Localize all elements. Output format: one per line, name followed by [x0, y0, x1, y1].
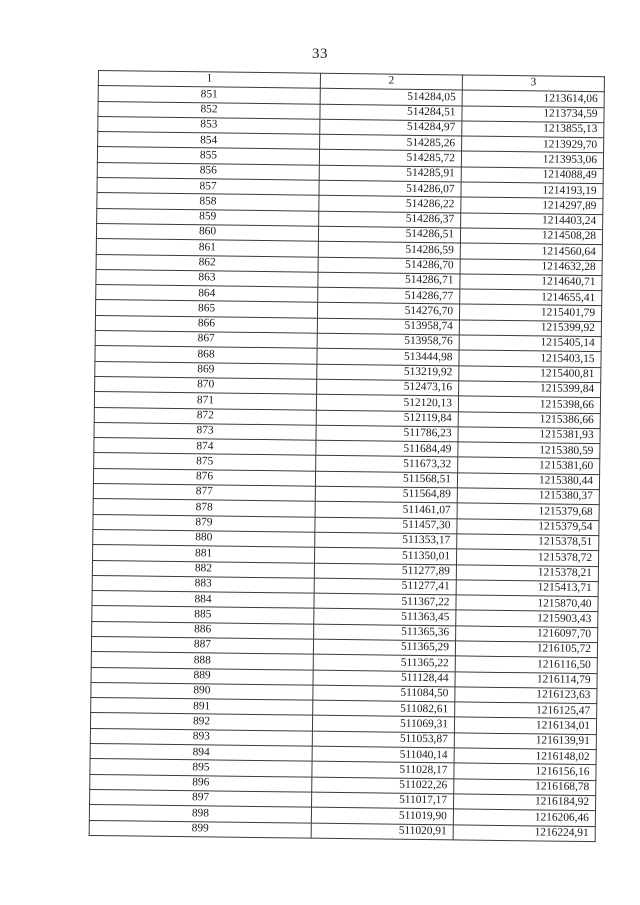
point-number-cell: 861 — [96, 239, 318, 257]
x-coordinate-cell: 514276,70 — [317, 303, 459, 320]
y-coordinate-cell: 1215405,14 — [459, 335, 601, 352]
x-coordinate-cell: 512473,16 — [317, 379, 459, 396]
point-number-cell: 883 — [92, 575, 314, 593]
y-coordinate-cell: 1214088,49 — [461, 167, 603, 184]
y-coordinate-cell: 1213953,06 — [461, 151, 603, 168]
y-coordinate-cell: 1215386,66 — [458, 411, 600, 428]
x-coordinate-cell: 511277,41 — [314, 578, 456, 595]
coordinates-table — [89, 70, 605, 842]
x-coordinate-cell: 514285,91 — [319, 165, 461, 182]
x-coordinate-cell: 511673,32 — [316, 456, 458, 473]
x-coordinate-cell: 514284,51 — [320, 104, 462, 121]
y-coordinate-cell: 1215401,79 — [459, 304, 601, 321]
point-number-cell: 851 — [98, 86, 320, 104]
x-coordinate-cell: 512120,13 — [316, 394, 458, 411]
x-coordinate-cell: 511684,49 — [316, 440, 458, 457]
x-coordinate-cell: 514284,05 — [320, 89, 462, 106]
point-number-cell: 880 — [93, 529, 315, 547]
x-coordinate-cell: 513219,92 — [317, 364, 459, 381]
point-number-cell: 888 — [91, 652, 313, 670]
x-coordinate-cell: 514285,72 — [319, 150, 461, 167]
x-coordinate-cell: 514286,37 — [319, 211, 461, 228]
x-coordinate-cell: 511786,23 — [316, 425, 458, 442]
x-coordinate-cell: 513958,76 — [317, 333, 459, 350]
x-coordinate-cell: 513958,74 — [317, 318, 459, 335]
coordinates-table-container — [89, 70, 604, 842]
x-coordinate-cell: 514284,97 — [320, 119, 462, 136]
y-coordinate-cell: 1216139,91 — [454, 733, 596, 750]
point-number-cell: 867 — [95, 331, 317, 349]
point-number-cell: 868 — [95, 346, 317, 364]
point-number-cell: 857 — [97, 178, 319, 196]
x-coordinate-cell: 514285,26 — [320, 134, 462, 151]
point-number-cell: 896 — [90, 774, 312, 792]
y-coordinate-cell: 1216097,70 — [456, 626, 598, 643]
y-coordinate-cell: 1215381,93 — [458, 427, 600, 444]
y-coordinate-cell: 1215398,66 — [458, 396, 600, 413]
column-header-1: 1 — [98, 71, 320, 89]
point-number-cell: 874 — [94, 438, 316, 456]
point-number-cell: 881 — [93, 545, 315, 563]
point-number-cell: 866 — [95, 315, 317, 333]
y-coordinate-cell: 1213734,59 — [462, 106, 604, 123]
y-coordinate-cell: 1215379,54 — [457, 519, 599, 536]
point-number-cell: 898 — [89, 805, 311, 823]
y-coordinate-cell: 1216125,47 — [455, 702, 597, 719]
x-coordinate-cell: 511022,26 — [312, 777, 454, 794]
y-coordinate-cell: 1215903,43 — [456, 610, 598, 627]
page-number: 33 — [312, 46, 328, 62]
x-coordinate-cell: 512119,84 — [316, 410, 458, 427]
y-coordinate-cell: 1215378,51 — [457, 534, 599, 551]
point-number-cell: 870 — [95, 376, 317, 394]
x-coordinate-cell: 511053,87 — [312, 731, 454, 748]
point-number-cell: 872 — [94, 407, 316, 425]
y-coordinate-cell: 1214297,89 — [461, 197, 603, 214]
point-number-cell: 871 — [94, 392, 316, 410]
y-coordinate-cell: 1214403,24 — [461, 213, 603, 230]
column-header-3: 3 — [462, 75, 604, 92]
y-coordinate-cell: 1214508,28 — [460, 228, 602, 245]
x-coordinate-cell: 514286,71 — [318, 272, 460, 289]
point-number-cell: 863 — [96, 269, 318, 287]
x-coordinate-cell: 514286,22 — [319, 196, 461, 213]
y-coordinate-cell: 1216156,16 — [454, 763, 596, 780]
point-number-cell: 894 — [90, 744, 312, 762]
y-coordinate-cell: 1216168,78 — [454, 779, 596, 796]
table-body — [89, 86, 604, 842]
x-coordinate-cell: 511568,51 — [315, 471, 457, 488]
point-number-cell: 853 — [98, 116, 320, 134]
y-coordinate-cell: 1215399,84 — [459, 381, 601, 398]
x-coordinate-cell: 511350,01 — [314, 547, 456, 564]
y-coordinate-cell: 1215378,21 — [456, 564, 598, 581]
x-coordinate-cell: 514286,07 — [319, 180, 461, 197]
y-coordinate-cell: 1214560,64 — [460, 243, 602, 260]
point-number-cell: 891 — [91, 698, 313, 716]
x-coordinate-cell: 511028,17 — [312, 762, 454, 779]
y-coordinate-cell: 1214632,28 — [460, 259, 602, 276]
x-coordinate-cell: 511353,17 — [315, 532, 457, 549]
y-coordinate-cell: 1215380,44 — [457, 473, 599, 490]
point-number-cell: 862 — [96, 254, 318, 272]
y-coordinate-cell: 1213614,06 — [462, 90, 604, 107]
point-number-cell: 879 — [93, 514, 315, 532]
x-coordinate-cell: 514286,59 — [318, 241, 460, 258]
y-coordinate-cell: 1215379,68 — [457, 503, 599, 520]
y-coordinate-cell: 1216123,63 — [455, 687, 597, 704]
point-number-cell: 865 — [96, 300, 318, 318]
x-coordinate-cell: 511128,44 — [313, 670, 455, 687]
point-number-cell: 892 — [90, 713, 312, 731]
y-coordinate-cell: 1215413,71 — [456, 580, 598, 597]
point-number-cell: 886 — [92, 621, 314, 639]
x-coordinate-cell: 511040,14 — [312, 746, 454, 763]
y-coordinate-cell: 1216148,02 — [454, 748, 596, 765]
x-coordinate-cell: 511457,30 — [315, 517, 457, 534]
y-coordinate-cell: 1215403,15 — [459, 350, 601, 367]
x-coordinate-cell: 514286,77 — [318, 287, 460, 304]
x-coordinate-cell: 511082,61 — [313, 700, 455, 717]
x-coordinate-cell: 511019,90 — [311, 807, 453, 824]
y-coordinate-cell: 1216134,01 — [454, 717, 596, 734]
y-coordinate-cell: 1214193,19 — [461, 182, 603, 199]
y-coordinate-cell: 1216224,91 — [453, 824, 595, 841]
x-coordinate-cell: 511365,36 — [314, 624, 456, 641]
y-coordinate-cell: 1216114,79 — [455, 671, 597, 688]
x-coordinate-cell: 511017,17 — [312, 792, 454, 809]
x-coordinate-cell: 514286,51 — [318, 226, 460, 243]
point-number-cell: 864 — [96, 285, 318, 303]
y-coordinate-cell: 1216184,92 — [453, 794, 595, 811]
x-coordinate-cell: 511365,22 — [313, 654, 455, 671]
point-number-cell: 876 — [93, 468, 315, 486]
x-coordinate-cell: 511564,89 — [315, 486, 457, 503]
y-coordinate-cell: 1216105,72 — [455, 641, 597, 658]
y-coordinate-cell: 1216206,46 — [453, 809, 595, 826]
point-number-cell: 855 — [97, 147, 319, 165]
point-number-cell: 887 — [91, 636, 313, 654]
point-number-cell: 890 — [91, 682, 313, 700]
y-coordinate-cell: 1215381,60 — [458, 457, 600, 474]
x-coordinate-cell: 511365,29 — [313, 639, 455, 656]
point-number-cell: 885 — [92, 606, 314, 624]
x-coordinate-cell: 511461,07 — [315, 501, 457, 518]
x-coordinate-cell: 513444,98 — [317, 349, 459, 366]
point-number-cell: 889 — [91, 667, 313, 685]
point-number-cell: 895 — [90, 759, 312, 777]
point-number-cell: 858 — [97, 193, 319, 211]
point-number-cell: 854 — [98, 132, 320, 150]
y-coordinate-cell: 1215399,92 — [459, 320, 601, 337]
point-number-cell: 869 — [95, 361, 317, 379]
y-coordinate-cell: 1216116,50 — [455, 656, 597, 673]
x-coordinate-cell: 511020,91 — [311, 823, 453, 840]
x-coordinate-cell: 511069,31 — [312, 716, 454, 733]
x-coordinate-cell: 511367,22 — [314, 593, 456, 610]
point-number-cell: 856 — [97, 162, 319, 180]
point-number-cell: 878 — [93, 499, 315, 517]
y-coordinate-cell: 1213855,13 — [462, 121, 604, 138]
y-coordinate-cell: 1213929,70 — [462, 136, 604, 153]
point-number-cell: 873 — [94, 422, 316, 440]
y-coordinate-cell: 1214640,71 — [460, 274, 602, 291]
y-coordinate-cell: 1215380,37 — [457, 488, 599, 505]
y-coordinate-cell: 1215378,72 — [456, 549, 598, 566]
y-coordinate-cell: 1214655,41 — [460, 289, 602, 306]
y-coordinate-cell: 1215380,59 — [458, 442, 600, 459]
x-coordinate-cell: 511277,89 — [314, 563, 456, 580]
point-number-cell: 860 — [96, 223, 318, 241]
point-number-cell: 899 — [89, 820, 311, 838]
column-header-2: 2 — [320, 73, 462, 90]
point-number-cell: 877 — [93, 483, 315, 501]
point-number-cell: 859 — [97, 208, 319, 226]
x-coordinate-cell: 511084,50 — [313, 685, 455, 702]
y-coordinate-cell: 1215400,81 — [459, 366, 601, 383]
point-number-cell: 884 — [92, 591, 314, 609]
point-number-cell: 893 — [90, 728, 312, 746]
point-number-cell: 897 — [90, 789, 312, 807]
y-coordinate-cell: 1215870,40 — [456, 595, 598, 612]
x-coordinate-cell: 511363,45 — [314, 609, 456, 626]
point-number-cell: 882 — [92, 560, 314, 578]
point-number-cell: 852 — [98, 101, 320, 119]
point-number-cell: 875 — [94, 453, 316, 471]
x-coordinate-cell: 514286,70 — [318, 257, 460, 274]
